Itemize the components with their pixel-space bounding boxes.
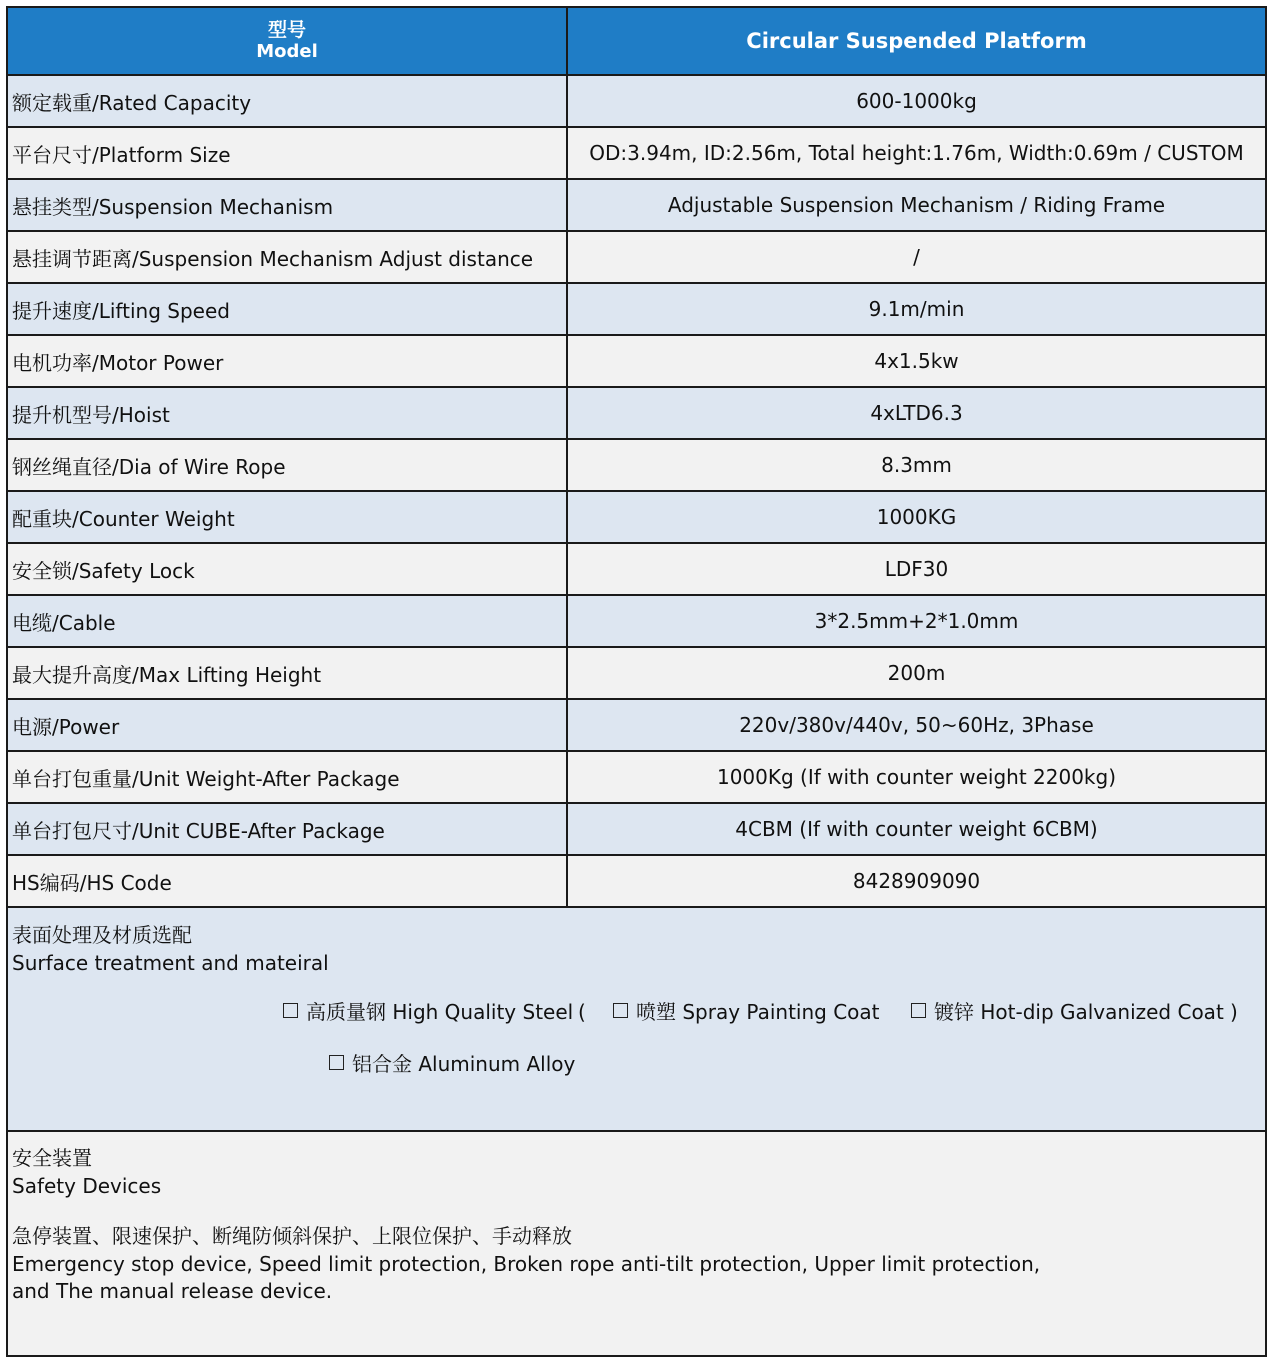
spec-row-motor-power	[7, 335, 1266, 387]
spec-value: 1000Kg (If with counter weight 2200kg)	[567, 751, 1266, 803]
option-aluminum-alloy[interactable]	[329, 1051, 575, 1077]
spec-label: 电缆/Cable	[7, 595, 567, 647]
spec-value: Adjustable Suspension Mechanism / Riding Frame	[567, 179, 1266, 231]
spec-label: 最大提升高度/Max Lifting Height	[7, 647, 567, 699]
model-header-en: Model	[256, 41, 318, 62]
safety-devices-cell	[7, 1131, 1266, 1356]
spec-row-adjust-distance	[7, 231, 1266, 283]
safety-devices-cn: 急停装置、限速保护、断绳防倾斜保护、上限位保护、手动释放	[12, 1224, 572, 1248]
spec-value: OD:3.94m, ID:2.56m, Total height:1.76m, Width:0.69m / CUSTOM	[567, 127, 1266, 179]
safety-devices-en-line1: Emergency stop device, Speed limit protection, Broken rope anti-tilt protection, Upper limit protection,	[12, 1252, 1041, 1276]
spec-value: LDF30	[567, 543, 1266, 595]
spec-value: 200m	[567, 647, 1266, 699]
spec-value: 4xLTD6.3	[567, 387, 1266, 439]
spec-table	[6, 6, 1267, 1357]
spec-label: 平台尺寸/Platform Size	[7, 127, 567, 179]
safety-devices-row	[7, 1131, 1266, 1356]
spec-sheet	[6, 6, 1265, 1349]
model-header-cn: 型号	[267, 19, 306, 41]
spec-value: 3*2.5mm+2*1.0mm	[567, 595, 1266, 647]
surface-title-cn: 表面处理及材质选配	[12, 923, 192, 947]
spec-row-max-lifting-height	[7, 647, 1266, 699]
spec-row-unit-cube	[7, 803, 1266, 855]
spec-row-suspension-mechanism	[7, 179, 1266, 231]
spec-label: 单台打包重量/Unit Weight-After Package	[7, 751, 567, 803]
spec-label: 悬挂调节距离/Suspension Mechanism Adjust distance	[7, 231, 567, 283]
surface-treatment-cell	[7, 907, 1266, 1131]
spec-label: 提升机型号/Hoist	[7, 387, 567, 439]
spec-label: 单台打包尺寸/Unit CUBE-After Package	[7, 803, 567, 855]
checkbox-icon[interactable]	[329, 1055, 344, 1070]
safety-devices-en-line2: and The manual release device.	[12, 1279, 333, 1303]
spec-label: 安全锁/Safety Lock	[7, 543, 567, 595]
spec-value: 8.3mm	[567, 439, 1266, 491]
open-paren: (	[578, 1000, 586, 1024]
option-high-quality-steel[interactable]	[283, 999, 573, 1025]
spec-label: 电源/Power	[7, 699, 567, 751]
spec-row-power	[7, 699, 1266, 751]
spec-value: 9.1m/min	[567, 283, 1266, 335]
close-paren: )	[1230, 1000, 1238, 1024]
spec-label: 电机功率/Motor Power	[7, 335, 567, 387]
spec-row-hs-code	[7, 855, 1266, 907]
option-label: 高质量钢 High Quality Steel	[306, 1000, 574, 1024]
spec-row-safety-lock	[7, 543, 1266, 595]
option-label: 镀锌 Hot-dip Galvanized Coat	[934, 1000, 1224, 1024]
spec-value: 4CBM (If with counter weight 6CBM)	[567, 803, 1266, 855]
spec-value: 1000KG	[567, 491, 1266, 543]
spec-row-hoist	[7, 387, 1266, 439]
model-header-cell	[7, 7, 567, 75]
spec-label: 额定载重/Rated Capacity	[7, 75, 567, 127]
spec-row-counter-weight	[7, 491, 1266, 543]
spec-label: 配重块/Counter Weight	[7, 491, 567, 543]
spec-row-rated-capacity	[7, 75, 1266, 127]
checkbox-icon[interactable]	[283, 1003, 298, 1018]
checkbox-icon[interactable]	[911, 1003, 926, 1018]
spec-row-platform-size	[7, 127, 1266, 179]
spec-value: 4x1.5kw	[567, 335, 1266, 387]
surface-title-en: Surface treatment and mateiral	[12, 951, 329, 975]
spec-value: 8428909090	[567, 855, 1266, 907]
spec-row-wire-rope	[7, 439, 1266, 491]
spec-label: 悬挂类型/Suspension Mechanism	[7, 179, 567, 231]
spec-label: HS编码/HS Code	[7, 855, 567, 907]
product-header-cell	[567, 7, 1266, 75]
header-row	[7, 7, 1266, 75]
safety-title-en: Safety Devices	[12, 1174, 162, 1198]
spec-value: 600-1000kg	[567, 75, 1266, 127]
option-label: 喷塑 Spray Painting Coat	[636, 1000, 880, 1024]
option-spray-painting[interactable]	[613, 999, 880, 1025]
option-label: 铝合金 Aluminum Alloy	[352, 1052, 576, 1076]
product-title: Circular Suspended Platform	[746, 29, 1087, 53]
option-hot-dip-galvanized[interactable]	[911, 999, 1224, 1025]
spec-row-cable	[7, 595, 1266, 647]
checkbox-icon[interactable]	[613, 1003, 628, 1018]
spec-row-lifting-speed	[7, 283, 1266, 335]
spec-value: /	[567, 231, 1266, 283]
spec-label: 钢丝绳直径/Dia of Wire Rope	[7, 439, 567, 491]
spec-label: 提升速度/Lifting Speed	[7, 283, 567, 335]
spec-value: 220v/380v/440v, 50~60Hz, 3Phase	[567, 699, 1266, 751]
spec-row-unit-weight	[7, 751, 1266, 803]
surface-treatment-row	[7, 907, 1266, 1131]
safety-title-cn: 安全装置	[12, 1146, 92, 1170]
